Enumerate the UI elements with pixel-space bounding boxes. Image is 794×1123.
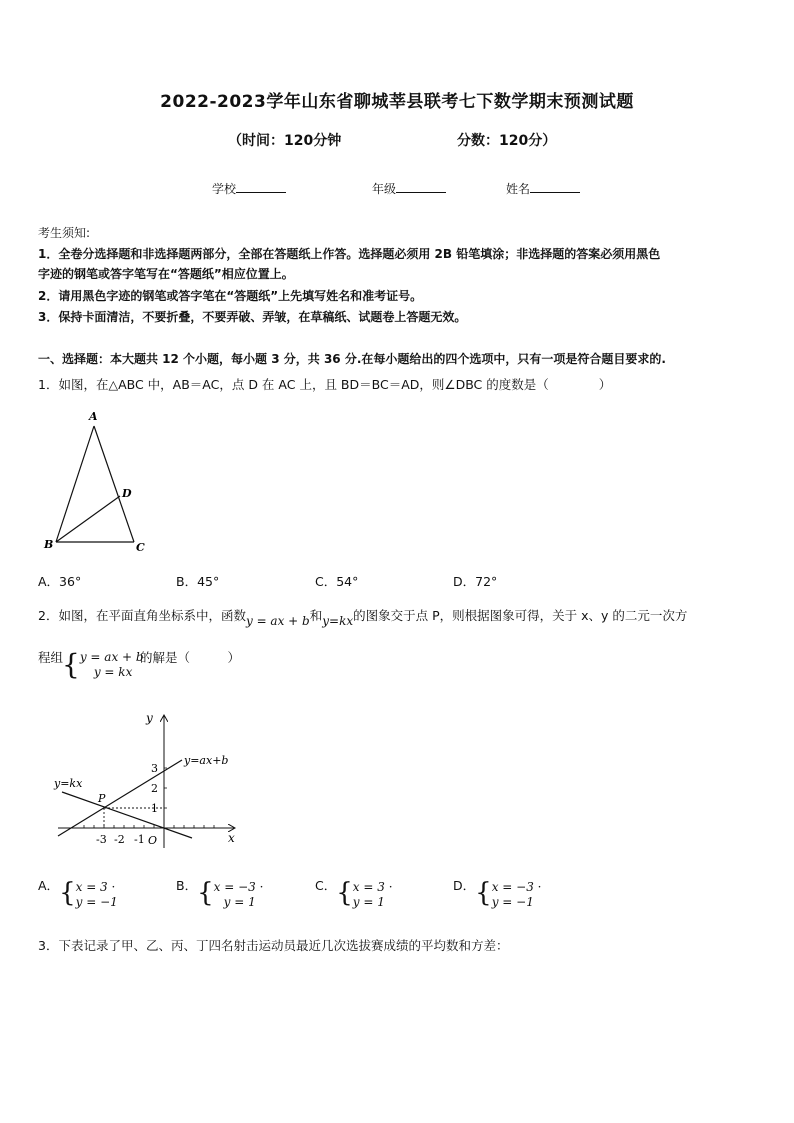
q2-stem-d: 程组 [38,650,64,665]
y-tick-3: 3 [151,762,158,775]
x-tick-neg1: -1 [134,833,145,846]
name-label: 姓名 [506,182,531,196]
option-letter: B． [176,878,198,893]
origin-label: O [148,834,158,847]
q2-option-c [315,876,393,910]
x-axis-label: x [228,831,235,845]
vertex-a-label: A [89,410,98,423]
q2-fn1: y = ax + b [245,614,310,628]
q2-stem-e: 的解是（ ） [140,650,241,665]
vertex-b-label: B [44,538,54,551]
y-axis-label: y [146,711,153,725]
sys-line-2: y = kx [93,665,133,679]
q1-stem: 1．如图，在△ABC 中，AB＝AC，点 D 在 AC 上，且 BD＝BC＝AD，则∠DBC 的度数是（ ） [38,377,612,392]
exam-score: 分数：120分） [457,133,557,149]
q1-option-c: C．54° [315,574,359,589]
notice-item: 3．保持卡面清洁，不要折叠，不要弄破、弄皱，在草稿纸、试题卷上答题无效。 [38,310,467,324]
option-l2: y = 1 [223,895,256,909]
page-title: 2022-2023学年山东省聊城莘县联考七下数学期末预测试题 [160,92,634,112]
option-l1: x = −3 [213,880,256,894]
x-tick-neg3: -3 [96,833,107,846]
side-ab [56,426,94,542]
dot: · [259,880,264,894]
grade-blank [396,180,446,193]
q2-stem-line2 [38,648,63,666]
option-system [492,880,542,910]
option-letter: C． [315,878,337,893]
name-blank [530,180,580,193]
line-kx [62,792,192,838]
notice-item: 字迹的钢笔或答字笔写在“答题纸”相应位置上。 [38,267,294,281]
q1-option-b: B．45° [176,574,220,589]
q3-stem: 3．下表记录了甲、乙、丙、丁四名射击运动员最近几次选拔赛成绩的平均数和方差： [38,938,509,953]
school-field [212,180,286,197]
grade-label: 年级 [372,182,397,196]
option-system [76,880,118,910]
grade-field [372,180,446,197]
q2-coordinate-graph [50,708,250,853]
brace-glyph: { [336,878,353,908]
q1-option-d: D．72° [453,574,498,589]
vertex-c-label: C [136,541,145,554]
system-lines [80,650,144,680]
q2-fn2: y=kx [322,614,354,628]
line2-label: y=kx [54,777,83,790]
q2-option-a [38,876,118,910]
q2-option-d [453,876,541,910]
side-ac [94,426,134,542]
option-system [214,880,264,910]
line1-label: y=ax+b [184,754,229,767]
notice-item: 2．请用黑色字迹的钢笔或答字笔在“答题纸”上先填写姓名和准考证号。 [38,289,423,303]
q2-stem-c: 的图象交于点 P，则根据图象可得，关于 x、y 的二元一次方 [353,608,688,623]
segment-bd [56,496,120,542]
notice-heading: 考生须知: [38,226,91,240]
point-d-label: D [122,487,132,500]
option-letter: D． [453,878,476,893]
notice-item: 1．全卷分选择题和非选择题两部分，全部在答题纸上作答。选择题必须用 2B 铅笔填涂；非选择题的答案必须用黑色 [38,247,661,261]
exam-time: （时间：120分钟 [228,133,342,149]
school-label: 学校 [212,182,237,196]
q2-stem-a: 2．如图，在平面直角坐标系中，函数 [38,608,246,623]
q2-equation-system [62,650,144,680]
q2-stem-line1 [38,606,688,628]
option-system [353,880,393,910]
q2-stem-b: 和 [309,608,323,623]
option-l1: x = −3 [491,880,534,894]
section-heading: 一、选择题：本大题共 12 个小题，每小题 3 分，共 36 分.在每小题给出的四个选项中，只有一项是符合题目要求的. [38,352,666,366]
brace-glyph: { [59,878,76,908]
option-l1: x = 3 [352,880,385,894]
sys-line-1: y = ax + b [79,650,144,664]
y-tick-2: 2 [151,782,158,795]
line-ax-plus-b [58,760,182,836]
x-tick-neg2: -2 [114,833,125,846]
dot: · [111,880,116,894]
brace-glyph: { [475,878,492,908]
dot: · [388,880,393,894]
dot: · [537,880,542,894]
option-l2: y = −1 [491,895,534,909]
q2-option-b [176,876,263,910]
brace-glyph: { [62,648,80,681]
q1-option-a: A．36° [38,574,82,589]
q1-triangle-figure [40,408,160,558]
option-l2: y = 1 [352,895,385,909]
option-l1: x = 3 [75,880,108,894]
option-letter: A． [38,878,60,893]
point-p-label: P [98,792,106,805]
name-field [506,180,580,197]
y-tick-1: 1 [151,802,158,815]
school-blank [236,180,286,193]
option-l2: y = −1 [75,895,118,909]
brace-glyph: { [197,878,214,908]
